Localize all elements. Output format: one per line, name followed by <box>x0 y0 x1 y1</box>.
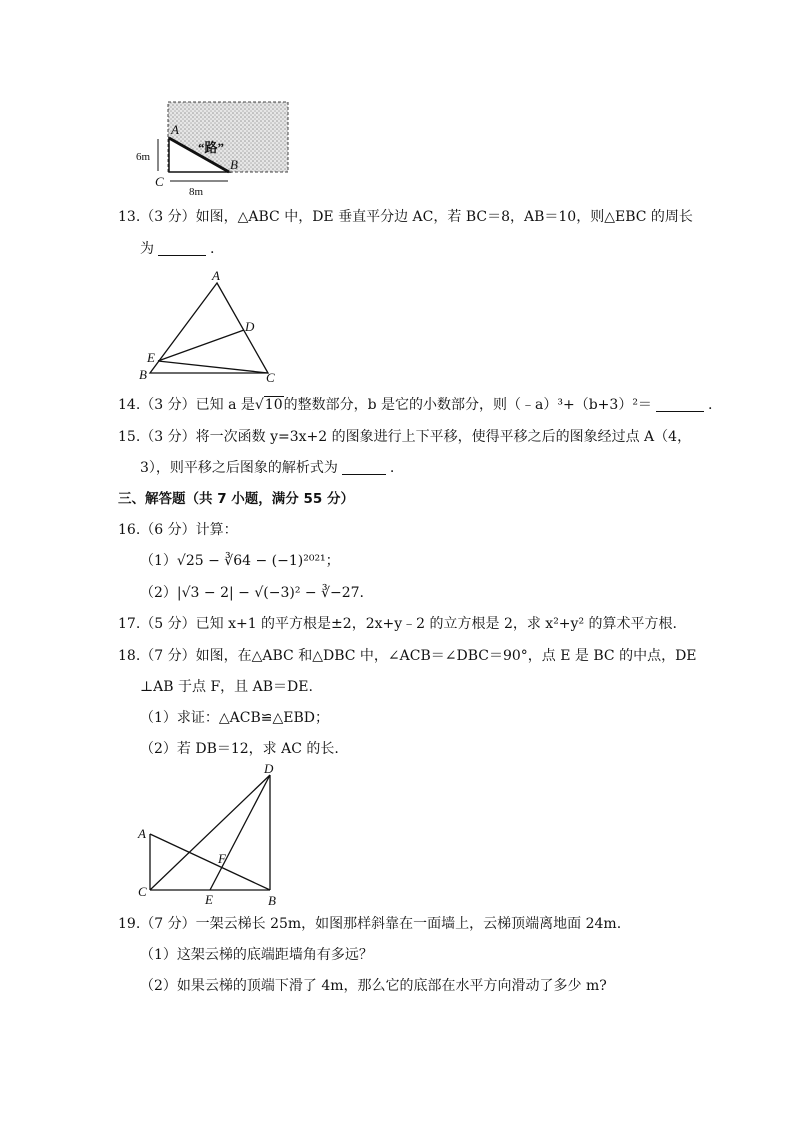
fig13-label-e: E <box>147 350 155 365</box>
q16-part-1: （1）√25 − ∛64 − (−1)²⁰²¹； <box>140 553 340 569</box>
fig18-label-d: D <box>264 761 274 776</box>
fig-road-label-a: A <box>171 122 179 137</box>
q19-part-1: （1）这架云梯的底端距墙角有多远？ <box>140 947 373 963</box>
fig13-label-d: D <box>245 319 255 334</box>
q13-line-1: 13.（3 分）如图，△ABC 中，DE 垂直平分边 AC，若 BC＝8，AB＝10，则△EBC 的周长 <box>118 209 693 225</box>
q18-part-2: （2）若 DB＝12，求 AC 的长. <box>140 741 339 757</box>
q15-line-1: 15.（3 分）将一次函数 y=3x+2 的图象进行上下平移，使得平移之后的图象经过点 A（4， <box>118 429 692 445</box>
q13-line-2: 为 . <box>140 241 215 257</box>
section-title: 三、解答题（共 7 小题，满分 55 分） <box>118 491 354 507</box>
fig-road-label-c: C <box>155 174 164 189</box>
fig18-label-c: C <box>138 884 147 899</box>
q19-part-2: （2）如果云梯的顶端下滑了 4m，那么它的底部在水平方向滑动了多少 m? <box>140 978 607 994</box>
q16-line: 16.（6 分）计算： <box>118 522 238 538</box>
fig18-label-a: A <box>138 826 146 841</box>
fig-road-label-b: B <box>230 157 238 172</box>
q18-line-1: 18.（7 分）如图，在△ABC 和△DBC 中，∠ACB＝∠DBC＝90°，点 E 是 BC 的中点，DE <box>118 648 697 664</box>
q18-line-2: ⊥AB 于点 F，且 AB＝DE. <box>140 679 313 695</box>
fig18-label-b: B <box>268 893 276 908</box>
q19-line: 19.（7 分）一架云梯长 25m，如图那样斜靠在一面墙上，云梯顶端离地面 24m. <box>118 916 622 932</box>
fig13-label-b: B <box>139 367 147 382</box>
fig-road-height-label: 6m <box>136 151 151 163</box>
q18-part-1: （1）求证：△ACB≌△EBD； <box>140 710 330 726</box>
fig-road-road-label: “路” <box>198 140 225 155</box>
fig13-label-a: A <box>212 268 220 283</box>
q14-line: 14.（3 分）已知 a 是√10的整数部分，b 是它的小数部分，则（﹣a）³+（b+3）²＝ . <box>118 397 713 413</box>
q17-line: 17.（5 分）已知 x+1 的平方根是±2，2x+y﹣2 的立方根是 2，求 x²+y² 的算术平方根. <box>118 616 677 632</box>
fig18-label-f: F <box>218 851 226 866</box>
fig13-label-c: C <box>266 370 275 385</box>
fig-road-width-label: 8m <box>189 186 204 198</box>
fig18-label-e: E <box>205 892 213 907</box>
q16-part-2: （2）|√3 − 2| − √(−3)² − ∛−27. <box>140 585 364 601</box>
q15-line-2: 3），则平移之后图象的解析式为 . <box>140 460 395 476</box>
